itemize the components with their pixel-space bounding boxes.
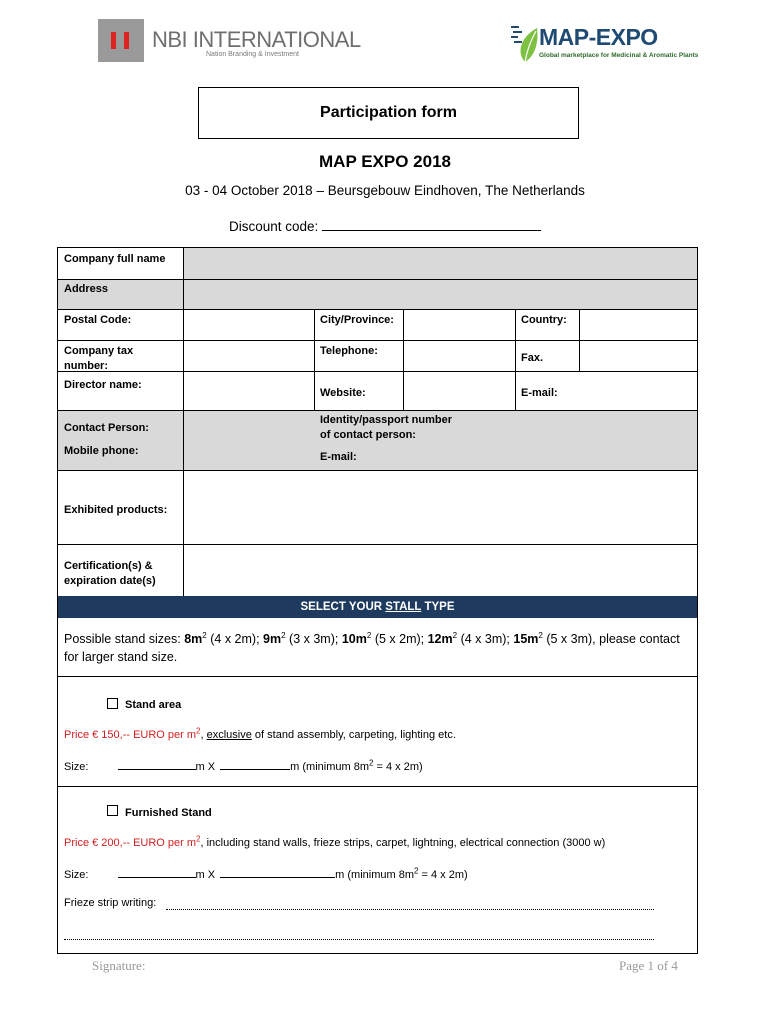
stand-area-title: Stand area [125, 699, 182, 711]
stand-area-checkbox[interactable] [107, 698, 118, 709]
label-telephone: Telephone: [320, 345, 378, 357]
label-website: Website: [320, 387, 366, 399]
nbi-mark-icon [98, 19, 144, 62]
event-title: MAP EXPO 2018 [319, 152, 451, 171]
form-title: Participation form [198, 87, 579, 139]
label-director: Director name: [64, 379, 142, 391]
frieze-strip-field[interactable] [166, 908, 654, 910]
discount-label: Discount code: [229, 219, 319, 234]
nbi-tagline: Nation Branding & Investment [206, 51, 299, 58]
label-address: Address [64, 283, 109, 295]
certification-field[interactable] [184, 545, 697, 596]
label-exhibited-products: Exhibited products: [64, 504, 168, 516]
stall-type-header: SELECT YOUR STALL TYPE [58, 596, 697, 618]
map-expo-name: MAP-EXPO [539, 24, 658, 50]
label-company-tax: Company tax number: [64, 345, 134, 372]
furnished-width-field[interactable] [220, 867, 335, 878]
exhibited-products-field[interactable] [184, 471, 697, 544]
leaf-icon [511, 24, 541, 64]
stand-sizes-text: Possible stand sizes: $8m^2$ (4 x 2m); $9m^2$ (3 x 3m); $10m^2$ (5 x 2m); $12m^2$ (4 x 3m); $15m^2$ (5 x 3m), please contact for larger stand size. [64, 630, 680, 664]
event-date-location: 03 - 04 October 2018 – Beursgebouw Eindhoven, The Netherlands [185, 183, 585, 198]
furnished-stand-price: Price € 200,-- EURO per $m^2$, including stand walls, frieze strips, carpet, lightning, electrical connection (3000 w) [64, 834, 606, 849]
page-number: Page 1 of 4 [619, 958, 678, 973]
label-fax: Fax. [521, 352, 544, 364]
frieze-strip-label: Frieze strip writing: [64, 897, 157, 909]
furnished-stand-title: Furnished Stand [125, 807, 212, 819]
label-postal-code: Postal Code: [64, 314, 132, 326]
country-field[interactable] [580, 310, 697, 340]
frieze-strip-field-2[interactable] [64, 938, 654, 940]
label-contact-person: Contact Person: [64, 422, 149, 434]
label-email: E-mail: [521, 387, 558, 399]
stand-area-length-field[interactable] [118, 759, 196, 770]
map-expo-logo [497, 10, 699, 65]
nbi-name: NBI INTERNATIONAL [152, 27, 361, 52]
nbi-logo [98, 19, 361, 65]
furnished-stand-checkbox[interactable] [107, 805, 118, 816]
map-expo-tagline: Global marketplace for Medicinal & Aromatic Plants [539, 52, 699, 59]
signature-label: Signature: [92, 958, 146, 973]
furnished-length-field[interactable] [118, 867, 196, 878]
postal-code-field[interactable] [184, 310, 314, 340]
stand-area-width-field[interactable] [220, 759, 290, 770]
city-field[interactable] [404, 310, 515, 340]
discount-code-field[interactable] [322, 216, 541, 231]
label-identity: Identity/passport number of contact person: [320, 414, 453, 441]
label-city: City/Province: [320, 314, 394, 326]
label-company-name: Company full name [64, 253, 166, 265]
furnished-stand-size: Size: m X m (minimum $8m^2 = 4$ x 2m) [64, 866, 468, 881]
label-mobile-phone: Mobile phone: [64, 445, 139, 457]
label-email-2: E-mail: [320, 451, 357, 463]
address-field[interactable] [184, 279, 697, 309]
participation-form-table [57, 247, 698, 954]
stand-area-price: Price € 150,-- EURO per $m^2$, exclusive of stand assembly, carpeting, lighting etc. [64, 726, 456, 741]
label-country: Country: [521, 314, 567, 326]
label-certification: Certification(s) & expiration date(s) [64, 560, 156, 587]
company-name-field[interactable] [183, 248, 697, 279]
stand-area-size: Size: m X m (minimum $8m^2 = 4$ x 2m) [64, 758, 423, 773]
discount-code [229, 216, 541, 234]
